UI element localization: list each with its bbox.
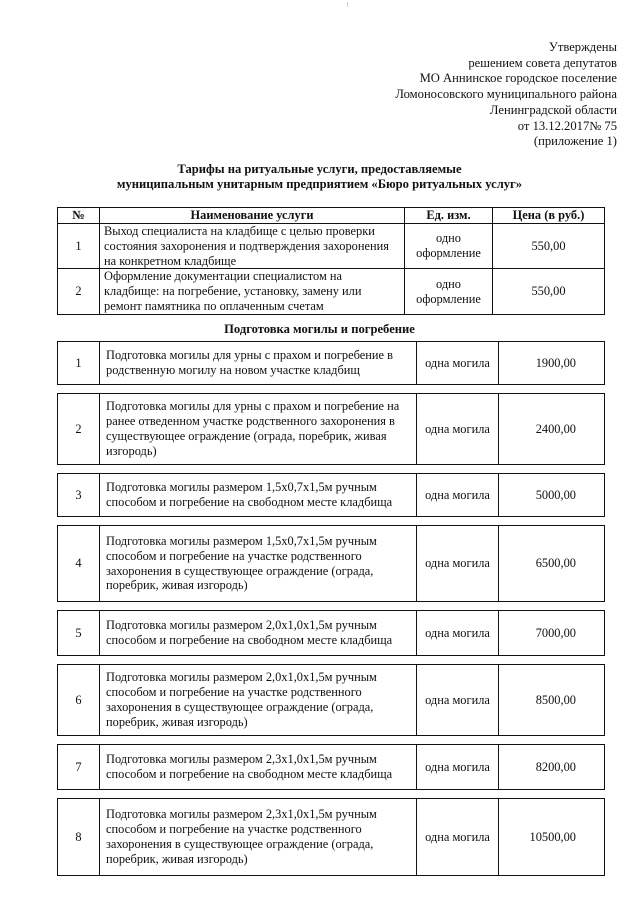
row-gap-cell	[58, 790, 605, 799]
service-price: 8200,00	[499, 745, 605, 790]
row-number: 4	[58, 526, 100, 602]
row-number: 3	[58, 474, 100, 517]
row-gap-cell	[58, 656, 605, 665]
approval-line: МО Аннинское городское поселение	[419, 71, 617, 86]
tariff-table-graves	[57, 341, 605, 876]
service-name: Подготовка могилы размером 2,3х1,0х1,5м ручным способом и погребение на участке родственного захоронения в существующее ограждение (ограда, поребрик, живая изгородь)	[100, 799, 417, 876]
service-unit: одна могила	[417, 474, 499, 517]
row-gap	[58, 656, 605, 665]
service-name: Оформление документации специалистом на кладбище: на погребение, установку, замену или ремонт памятника по оплаченным счетам	[100, 269, 405, 314]
table-row	[58, 611, 605, 656]
service-price: 6500,00	[499, 526, 605, 602]
title-line: муниципальным унитарным предприятием «Бюро ритуальных услуг»	[116, 177, 523, 191]
service-name: Подготовка могилы размером 1,5х0,7х1,5м ручным способом и погребение на участке родственного захоронения в существующее ограждение (ограда, поребрик, живая изгородь)	[100, 526, 417, 602]
service-name: Выход специалиста на кладбище с целью проверки состояния захоронения и подтверждения захоронения на конкретном кладбище	[100, 224, 405, 269]
service-name: Подготовка могилы размером 2,3х1,0х1,5м ручным способом и погребение на свободном месте кладбища	[100, 745, 417, 790]
row-gap	[58, 736, 605, 745]
service-unit: одна могила	[417, 799, 499, 876]
row-number: 8	[58, 799, 100, 876]
table-row	[58, 474, 605, 517]
service-price: 550,00	[493, 224, 605, 269]
table-row	[58, 269, 605, 314]
service-price: 7000,00	[499, 611, 605, 656]
service-price: 8500,00	[499, 665, 605, 736]
service-unit: одна могила	[417, 394, 499, 465]
service-name: Подготовка могилы размером 2,0х1,0х1,5м ручным способом и погребение на участке родственного захоронения в существующее ограждение (ограда, поребрик, живая изгородь)	[100, 665, 417, 736]
service-name: Подготовка могилы для урны с прахом и погребение на ранее отведенном участке родственного захоронения в существующее ограждение (ограда, поребрик, живая изгородь)	[100, 394, 417, 465]
scan-speck	[347, 2, 348, 7]
row-gap	[58, 602, 605, 611]
document-title	[0, 162, 639, 192]
approval-line: от 13.12.2017№ 75	[517, 118, 617, 133]
row-number: 6	[58, 665, 100, 736]
service-name: Подготовка могилы для урны с прахом и погребение в родственную могилу на новом участке кладбищ	[100, 342, 417, 385]
service-price: 10500,00	[499, 799, 605, 876]
table-header-row	[58, 208, 605, 224]
service-price: 5000,00	[499, 474, 605, 517]
service-name: Подготовка могилы размером 2,0х1,0х1,5м ручным способом и погребение на свободном месте кладбища	[100, 611, 417, 656]
table-row	[58, 799, 605, 876]
service-unit: одна могила	[417, 611, 499, 656]
service-unit: одно оформление	[405, 224, 493, 269]
approval-line: решением совета депутатов	[468, 55, 617, 70]
approval-line: Ленинградской области	[489, 102, 617, 117]
header-service-name: Наименование услуги	[100, 208, 405, 224]
row-number: 2	[58, 394, 100, 465]
service-unit: одна могила	[417, 342, 499, 385]
service-name: Подготовка могилы размером 1,5х0,7х1,5м ручным способом и погребение на свободном месте кладбища	[100, 474, 417, 517]
row-gap	[58, 385, 605, 394]
header-unit: Ед. изм.	[405, 208, 493, 224]
service-price: 1900,00	[499, 342, 605, 385]
header-number: №	[58, 208, 100, 224]
table-row	[58, 526, 605, 602]
service-price: 550,00	[493, 269, 605, 314]
table-row	[58, 665, 605, 736]
approval-block	[395, 40, 617, 150]
row-number: 7	[58, 745, 100, 790]
row-gap-cell	[58, 385, 605, 394]
approval-line: Утверждены	[548, 40, 617, 54]
header-price: Цена (в руб.)	[493, 208, 605, 224]
row-number: 5	[58, 611, 100, 656]
row-gap-cell	[58, 517, 605, 526]
row-gap	[58, 790, 605, 799]
service-unit: одно оформление	[405, 269, 493, 314]
service-price: 2400,00	[499, 394, 605, 465]
service-unit: одна могила	[417, 665, 499, 736]
row-gap-cell	[58, 602, 605, 611]
row-number: 1	[58, 224, 100, 269]
table-row	[58, 224, 605, 269]
row-gap	[58, 465, 605, 474]
table-row	[58, 394, 605, 465]
table-row	[58, 745, 605, 790]
table-row	[58, 342, 605, 385]
row-gap-cell	[58, 736, 605, 745]
row-gap-cell	[58, 465, 605, 474]
row-number: 2	[58, 269, 100, 314]
approval-line: Ломоносовского муниципального района	[395, 87, 617, 102]
row-number: 1	[58, 342, 100, 385]
approval-line: (приложение 1)	[533, 134, 617, 149]
title-line: Тарифы на ритуальные услуги, предоставляемые	[177, 162, 462, 176]
service-unit: одна могила	[417, 526, 499, 602]
section-title: Подготовка могилы и погребение	[224, 322, 415, 336]
row-gap	[58, 517, 605, 526]
service-unit: одна могила	[417, 745, 499, 790]
tariff-table-general	[57, 207, 605, 315]
